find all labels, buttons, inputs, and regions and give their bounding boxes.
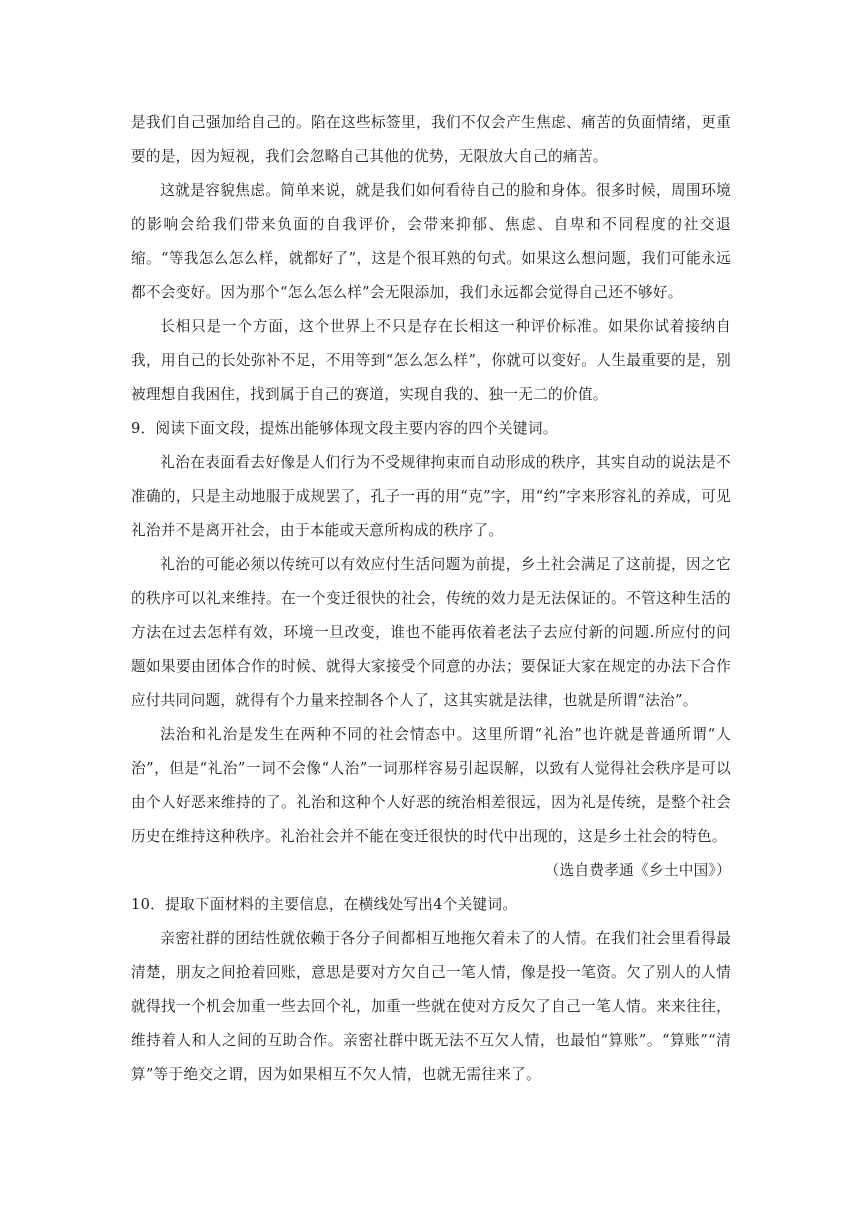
paragraph-tradition: 礼治的可能必须以传统可以有效应付生活问题为前提，乡土社会满足了这前提，因之它的秩序可以礼来维持。在一个变迁很快的社会，传统的效力是无法保证的。不管这种生活的方法在过去怎样有效，环境一旦改变，谁也不能再依着老法子去应付新的问题.所应付的问题如果要由团体合作的时候、就得大家接受个同意的办法；要保证大家在规定的办法下合作应付共同问题，就得有个力量来控制各个人了，这其实就是法律，也就是所谓“法治”。	[131, 556, 731, 709]
paragraph-self-acceptance: 长相只是一个方面，这个世界上不只是存在长相这一种评价标准。如果你试着接纳自我，用自己的长处弥补不足，不用等到“怎么怎么样”，你就可以变好。人生最重要的是，别被理想自我困住，找到属于自己的赛道，实现自我的、独一无二的价值。	[131, 318, 731, 403]
paragraph-appearance-anxiety: 这就是容貌焦虑。简单来说，就是我们如何看待自己的脸和身体。很多时候，周围环境的影响会给我们带来负面的自我评价，会带来抑郁、焦虑、自卑和不同程度的社交退缩。“等我怎么怎么样，就都好了”，这是个很耳熟的句式。如果这么想问题，我们可能永远都不会变好。因为那个“怎么怎么样”会无限添加，我们永远都会觉得自己还不够好。	[131, 182, 731, 301]
paragraph-lizhi-order: 礼治在表面看去好像是人们行为不受规律拘束而自动形成的秩序，其实自动的说法是不准确的，只是主动地服于成规罢了，孔子一再的用“克”字，用“约”字来形容礼的养成，可见礼治并不是离开社会，由于本能或天意所构成的秩序了。	[131, 454, 731, 539]
source-citation: （选自费孝通《乡土中国》）	[544, 862, 731, 879]
paragraph-continued: 是我们自己强加给自己的。陷在这些标签里，我们不仅会产生焦虑、痛苦的负面情绪，更重要的是，因为短视，我们会忽略自己其他的优势，无限放大自己的痛苦。	[131, 114, 731, 165]
document-page	[131, 106, 731, 1092]
paragraph-renqing: 亲密社群的团结性就依赖于各分子间都相互地拖欠着未了的人情。在我们社会里看得最清楚，朋友之间抢着回账，意思是要对方欠自己一笔人情，像是投一笔资。欠了别人的人情就得找一个机会加重一些去回个礼，加重一些就在使对方反欠了自己一笔人情。来来往往，维持着人和人之间的互助合作。亲密社群中既无法不互欠人情，也最怕“算账”。“算账”“清算”等于绝交之谓，因为如果相互不欠人情，也就无需往来了。	[131, 930, 731, 1083]
question-10: 10．提取下面材料的主要信息，在横线处写出4个关键词。	[131, 896, 518, 913]
question-9: 9．阅读下面文段，提炼出能够体现文段主要内容的四个关键词。	[131, 420, 558, 437]
paragraph-fazhi-lizhi: 法治和礼治是发生在两种不同的社会情态中。这里所谓“礼治”也许就是普通所谓“人治”，但是“礼治”一词不会像“人治”一词那样容易引起误解，以致有人觉得社会秩序是可以由个人好恶来维持的了。礼治和这种个人好恶的统治相差很远，因为礼是传统，是整个社会历史在维持这种秩序。礼治社会并不能在变迁很快的时代中出现的，这是乡土社会的特色。	[131, 726, 731, 845]
